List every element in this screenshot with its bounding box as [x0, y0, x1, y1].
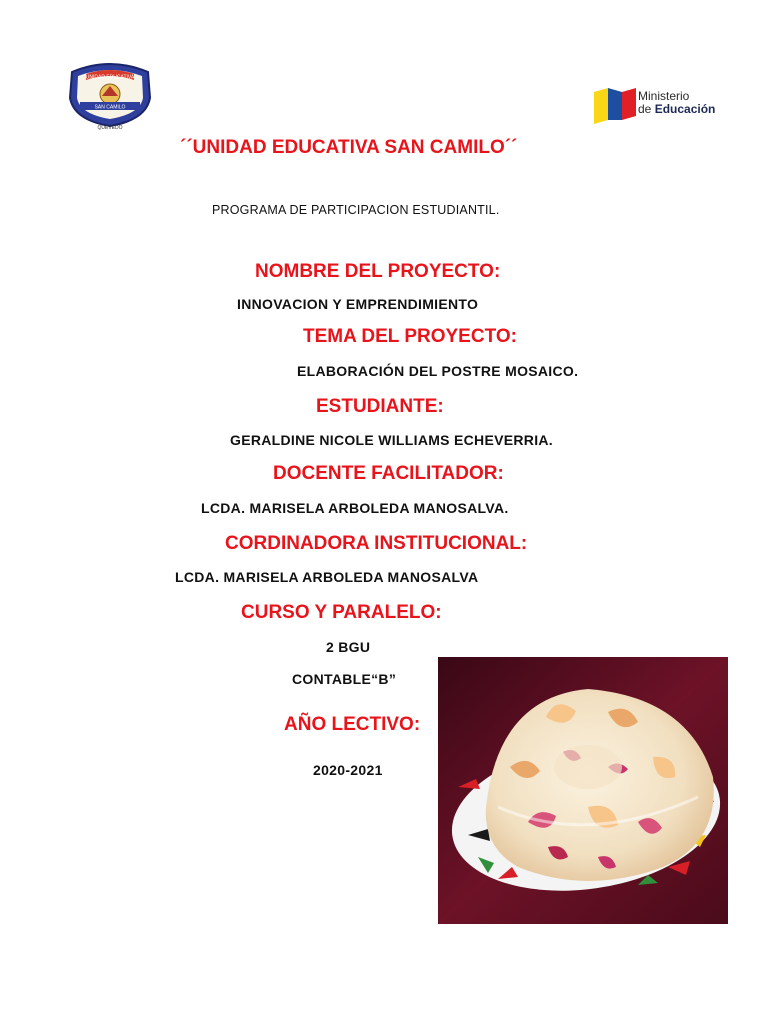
topic-value: ELABORACIÓN DEL POSTRE MOSAICO.: [297, 363, 579, 379]
project-name-value: INNOVACION Y EMPRENDIMIENTO: [237, 296, 479, 312]
school-year-value: 2020-2021: [313, 762, 383, 778]
school-title: ´´UNIDAD EDUCATIVA SAN CAMILO´´: [180, 137, 518, 158]
ministry-line2-bold: Educación: [654, 102, 716, 116]
ministry-flag-logo-icon: [594, 86, 636, 126]
program-text: PROGRAMA DE PARTICIPACION ESTUDIANTIL.: [212, 203, 500, 217]
topic-label: TEMA DEL PROYECTO:: [303, 326, 517, 347]
course-value-section: CONTABLE“B”: [292, 671, 397, 687]
ministry-logo: [594, 86, 724, 128]
ministry-line2-prefix: de: [638, 102, 655, 116]
course-value-grade: 2 BGU: [326, 639, 371, 655]
project-name-label: NOMBRE DEL PROYECTO:: [255, 261, 501, 282]
crest-city-text: QUEVEDO: [97, 125, 123, 130]
student-label: ESTUDIANTE:: [316, 396, 444, 417]
crest-ribbon-text: UNIDAD EDUCATIVA: [85, 74, 135, 81]
teacher-value: LCDA. MARISELA ARBOLEDA MANOSALVA.: [201, 500, 509, 516]
school-year-label: AÑO LECTIVO:: [284, 714, 421, 735]
course-label: CURSO Y PARALELO:: [241, 602, 442, 623]
coordinator-value: LCDA. MARISELA ARBOLEDA MANOSALVA: [175, 569, 479, 585]
student-value: GERALDINE NICOLE WILLIAMS ECHEVERRIA.: [230, 432, 553, 448]
teacher-label: DOCENTE FACILITADOR:: [273, 463, 504, 484]
school-crest-icon: [64, 58, 156, 130]
crest-band-text: SAN CAMILO: [94, 104, 126, 111]
coordinator-label: CORDINADORA INSTITUCIONAL:: [225, 533, 528, 554]
mosaic-gelatin-dessert-photo: [438, 657, 728, 924]
ministry-line1: Ministerio: [638, 89, 690, 103]
